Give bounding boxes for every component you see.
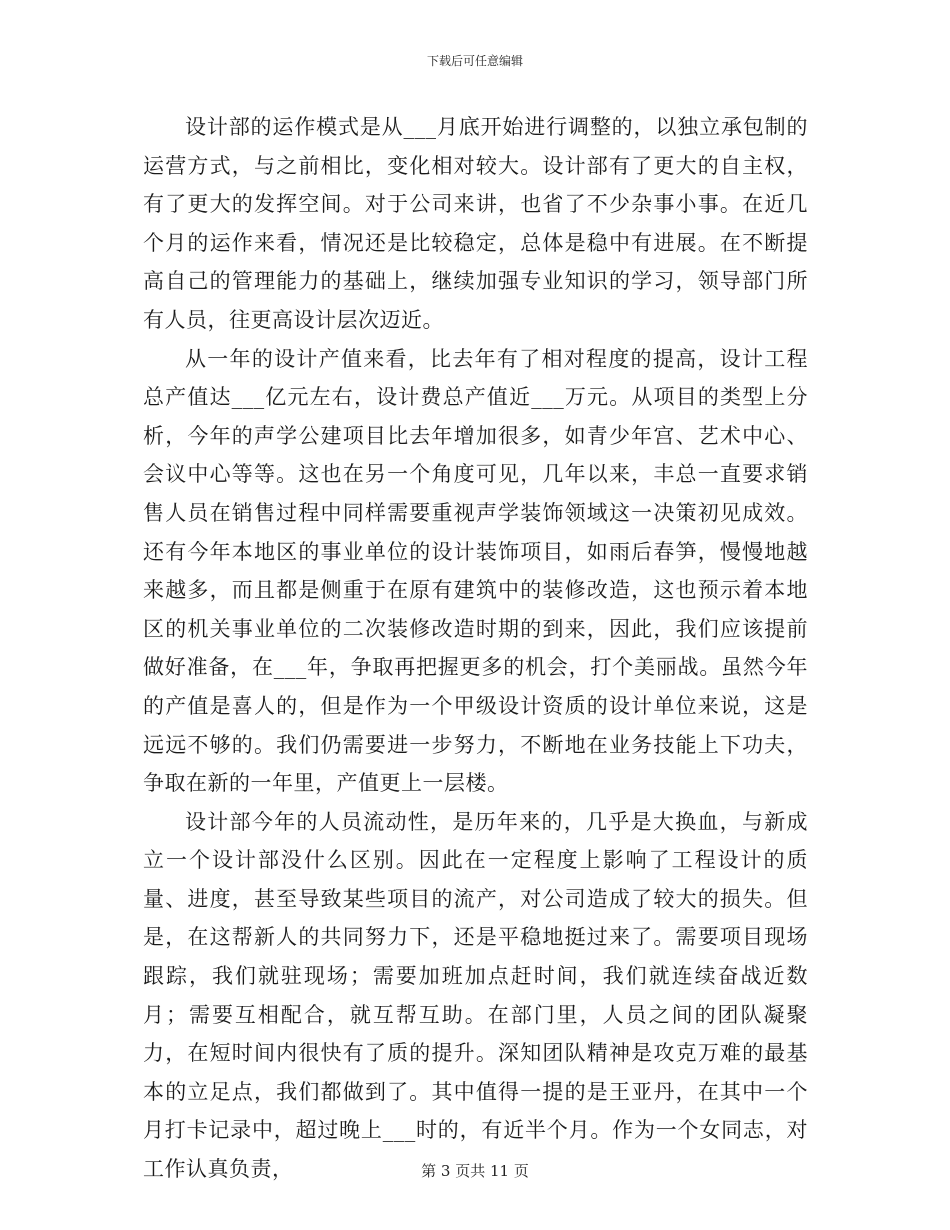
page-footer: 第 3 页共 11 页 [421,1162,529,1180]
document-body [143,108,808,1189]
paragraph-3: 设计部今年的人员流动性，是历年来的，几乎是大换血，与新成立一个设计部没什么区别。因此在一定程度上影响了工程设计的质量、进度，甚至导致某些项目的流产，对公司造成了较大的损失。但是，在这帮新人的共同努力下，还是平稳地挺过来了。需要项目现场跟踪，我们就驻现场；需要加班加点赶时间，我们就连续奋战近数月；需要互相配合，就互帮互助。在部门里，人员之间的团队凝聚力，在短时间内很快有了质的提升。深知团队精神是攻克万难的最基本的立足点，我们都做到了。其中值得一提的是王亚丹，在其中一个月打卡记录中，超过晚上___时的，有近半个月。作为一个女同志，对工作认真负责， [143,809,808,1182]
page-header: 下载后可任意编辑 [426,54,523,68]
paragraph-1: 设计部的运作模式是从___月底开始进行调整的，以独立承包制的运营方式，与之前相比，变化相对较大。设计部有了更大的自主权，有了更大的发挥空间。对于公司来讲，也省了不少杂事小事。在近几个月的运作来看，情况还是比较稳定，总体是稳中有进展。在不断提高自己的管理能力的基础上，继续加强专业知识的学习，领导部门所有人员，往更高设计层次迈近。 [143,115,808,332]
paragraph-2: 从一年的设计产值来看，比去年有了相对程度的提高，设计工程总产值达___亿元左右，设计费总产值近___万元。从项目的类型上分析，今年的声学公建项目比去年增加很多，如青少年宫、艺术中心、会议中心等等。这也在另一个角度可见，几年以来，丰总一直要求销售人员在销售过程中同样需要重视声学装饰领域这一决策初见成效。还有今年本地区的事业单位的设计装饰项目，如雨后春笋，慢慢地越来越多，而且都是侧重于在原有建筑中的装修改造，这也预示着本地区的机关事业单位的二次装修改造时期的到来，因此，我们应该提前做好准备，在___年，争取再把握更多的机会，打个美丽战。虽然今年的产值是喜人的，但是作为一个甲级设计资质的设计单位来说，这是远远不够的。我们仍需要进一步努力，不断地在业务技能上下功夫，争取在新的一年里，产值更上一层楼。 [143,346,808,796]
